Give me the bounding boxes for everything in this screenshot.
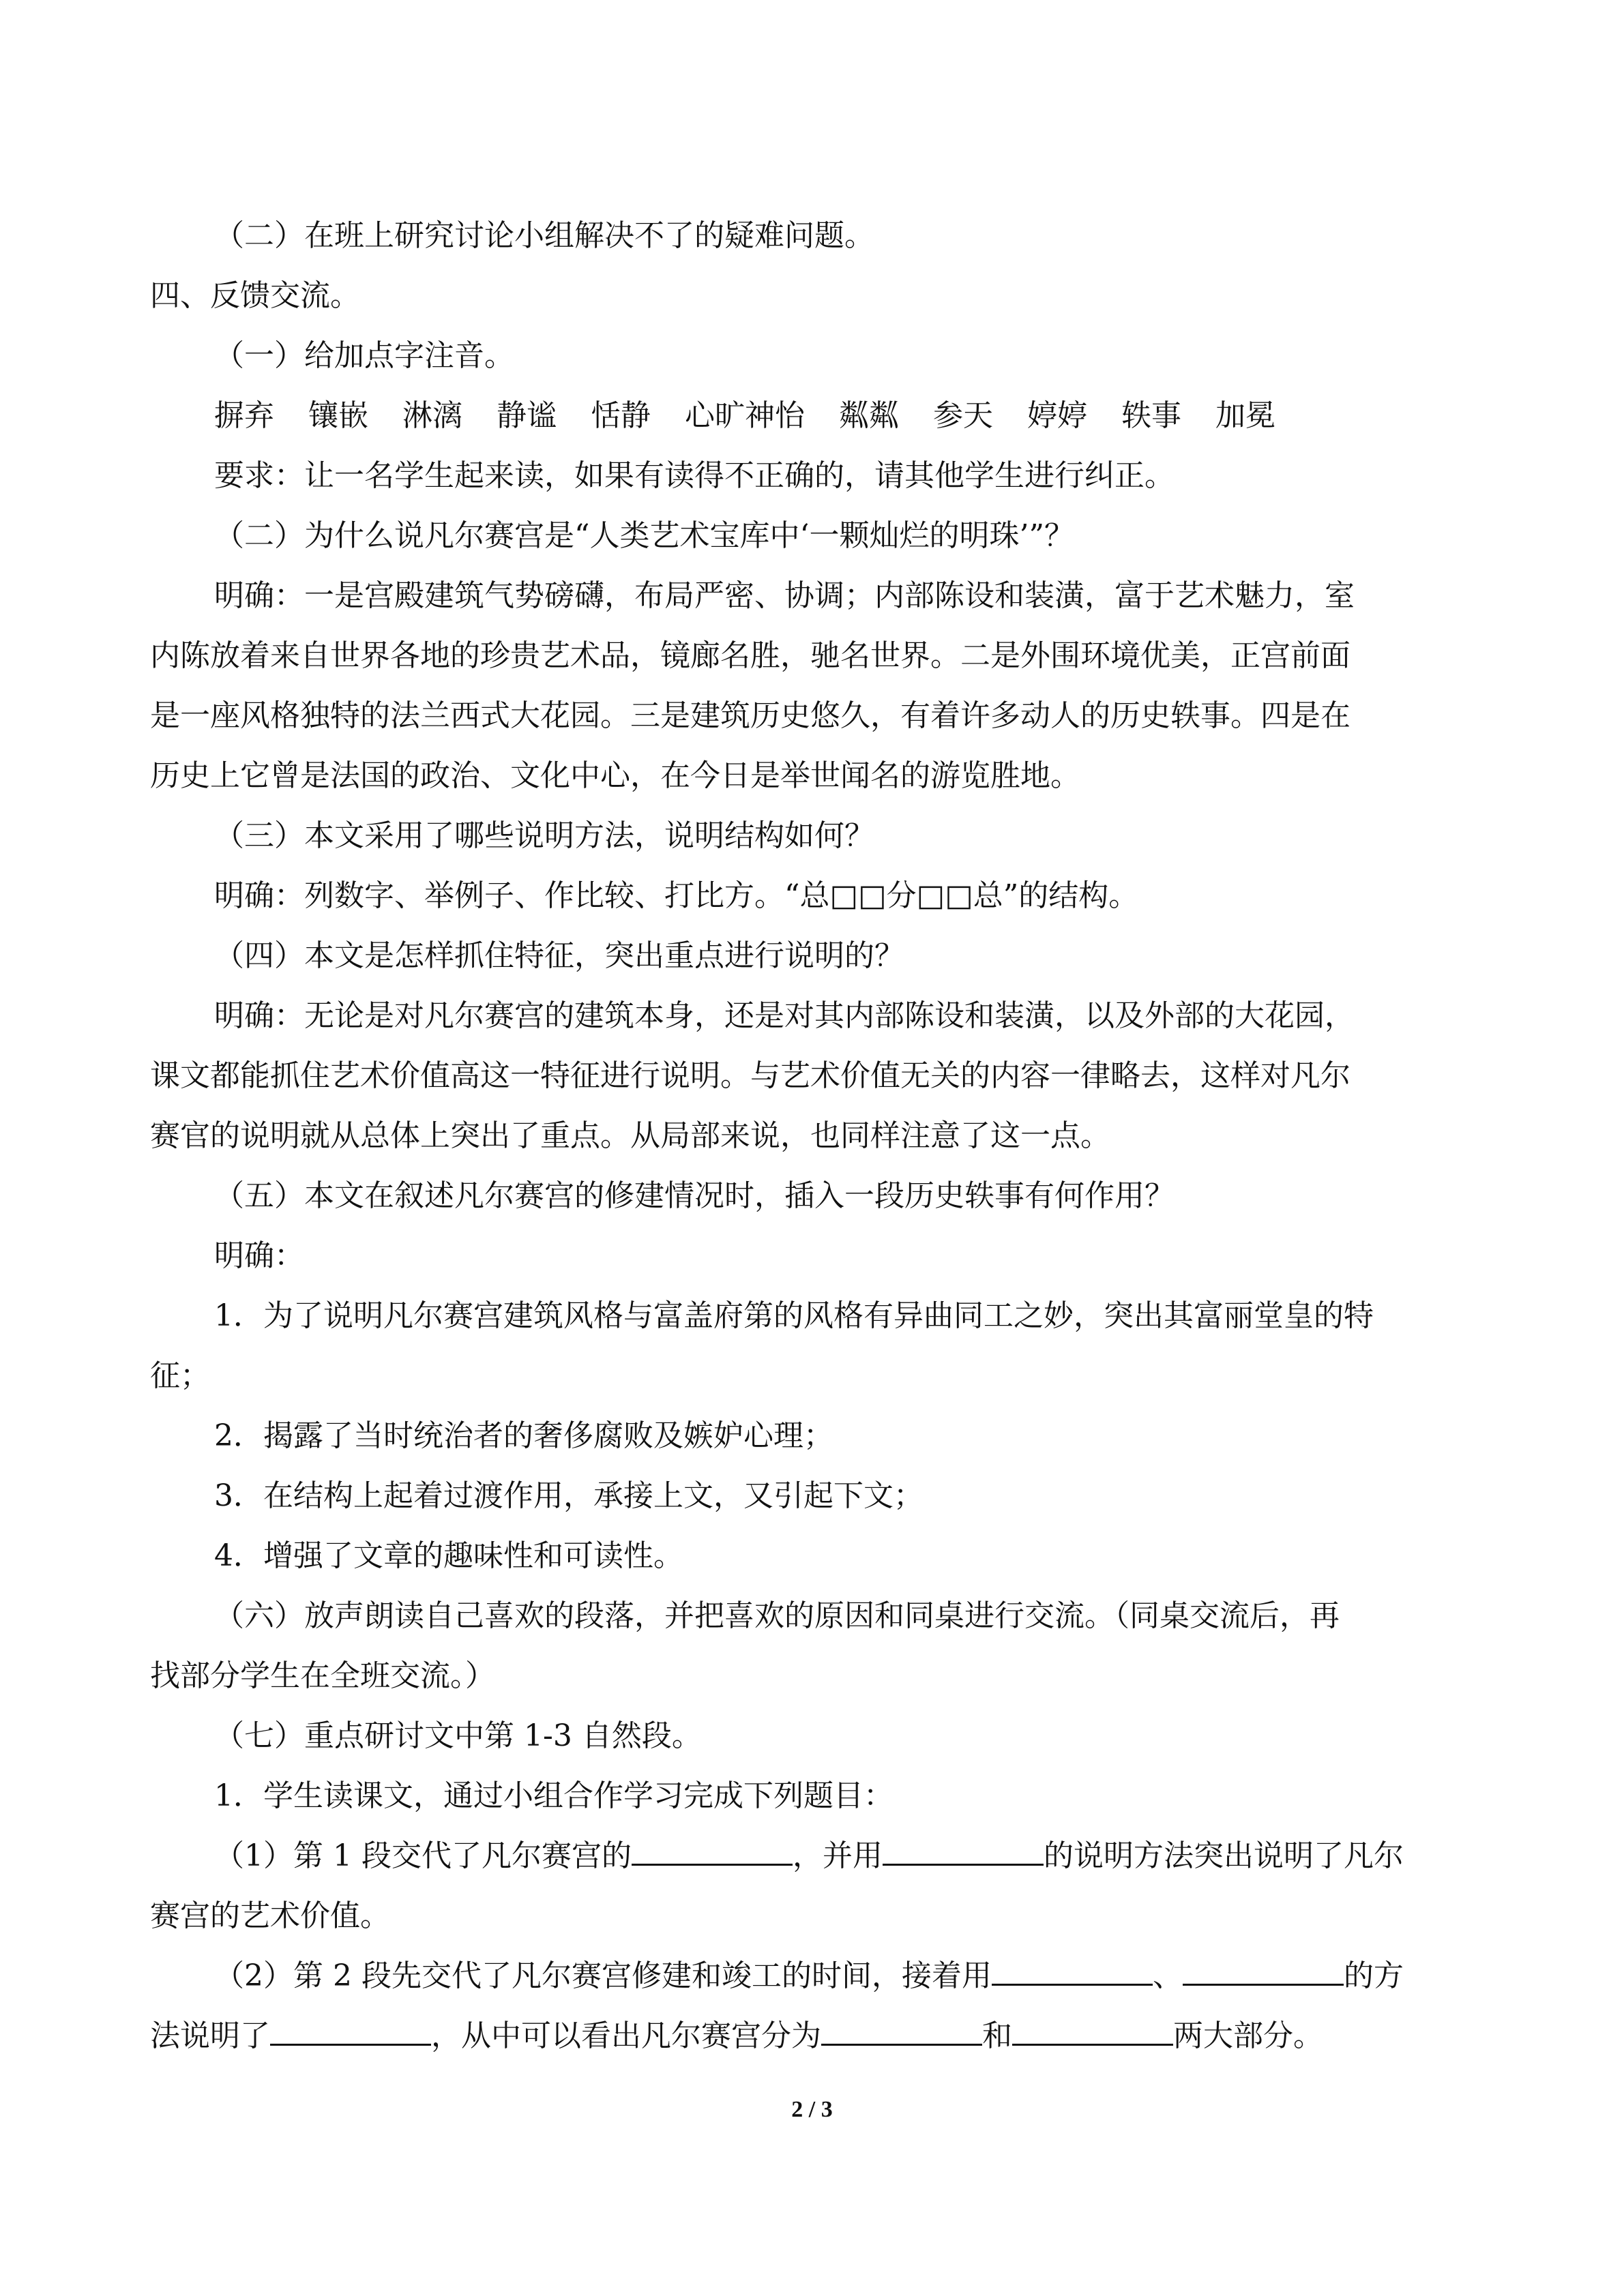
text-line: 明确：一是宫殿建筑气势磅礴，布局严密、协调；内部陈设和装潢，富于艺术魅力，室: [214, 578, 1355, 613]
question-text: 、: [1152, 1958, 1183, 1993]
subsection-heading: （七）重点研讨文中第 1-3 自然段。: [214, 1718, 702, 1753]
list-item: 4．增强了文章的趣味性和可读性。: [214, 1538, 683, 1573]
answer-blank[interactable]: [821, 2016, 982, 2046]
question-text: 两大部分。: [1173, 2018, 1323, 2053]
text-line: 内陈放着来自世界各地的珍贵艺术品，镜廊名胜，驰名世界。二是外围环境优美，正宫前面: [150, 638, 1350, 673]
page-number: 2 / 3: [791, 2097, 833, 2122]
vocab-word: 轶事: [1121, 398, 1181, 433]
text-line: 历史上它曾是法国的政治、文化中心，在今日是举世闻名的游览胜地。: [150, 758, 1080, 793]
question-text: （1）第 1 段交代了凡尔赛宫的: [214, 1838, 632, 1873]
text-line: 明确：列数字、举例子、作比较、打比方。“总□□分□□总”的结构。: [214, 878, 1139, 913]
subsection-heading: （二）为什么说凡尔赛宫是“人类艺术宝库中‘一颗灿烂的明珠’”？: [214, 518, 1074, 553]
vocab-word: 摒弃: [214, 398, 274, 433]
vocab-word: 粼粼: [839, 398, 899, 433]
subsection-heading: （四）本文是怎样抓住特征，突出重点进行说明的？: [214, 938, 904, 973]
text-line: （二）在班上研究讨论小组解决不了的疑难问题。: [214, 218, 874, 253]
text-line: 找部分学生在全班交流。）: [150, 1658, 495, 1693]
subsection-heading: （五）本文在叙述凡尔赛宫的修建情况时，插入一段历史轶事有何作用？: [214, 1178, 1175, 1213]
text-line: 赛宫的艺术价值。: [150, 1898, 390, 1933]
vocab-word: 婷婷: [1027, 398, 1087, 433]
list-item: 3．在结构上起着过渡作用，承接上文，又引起下文；: [214, 1478, 924, 1513]
subsection-heading: （六）放声朗读自己喜欢的段落，并把喜欢的原因和同桌进行交流。（同桌交流后，再: [214, 1598, 1340, 1633]
text-line: 是一座风格独特的法兰西式大花园。三是建筑历史悠久，有着许多动人的历史轶事。四是在: [150, 698, 1350, 733]
question-text: 和: [982, 2018, 1012, 2053]
list-item: 2．揭露了当时统治者的奢侈腐败及嫉妒心理；: [214, 1418, 833, 1453]
vocab-word: 加冕: [1215, 398, 1275, 433]
text-line: 要求：让一名学生起来读，如果有读得不正确的，请其他学生进行纠正。: [214, 458, 1175, 493]
subsection-heading: （三）本文采用了哪些说明方法，说明结构如何？: [214, 818, 874, 853]
vocab-word: 淋漓: [402, 398, 462, 433]
answer-blank[interactable]: [270, 2016, 431, 2046]
text-line: 赛官的说明就从总体上突出了重点。从局部来说，也同样注意了这一点。: [150, 1118, 1110, 1153]
text-line: 课文都能抓住艺术价值高这一特征进行说明。与艺术价值无关的内容一律略去，这样对凡尔: [150, 1058, 1350, 1093]
text-line: 明确：: [214, 1238, 304, 1273]
section-heading: 四、反馈交流。: [150, 278, 360, 313]
text-line: 明确：无论是对凡尔赛宫的建筑本身，还是对其内部陈设和装潢，以及外部的大花园，: [214, 998, 1355, 1033]
answer-blank[interactable]: [992, 1956, 1153, 1986]
answer-blank[interactable]: [632, 1836, 793, 1866]
question-line: [150, 2006, 1323, 2066]
question-text: 的说明方法突出说明了凡尔: [1043, 1838, 1404, 1873]
answer-blank[interactable]: [1012, 2016, 1173, 2046]
subsection-heading: （一）给加点字注音。: [214, 338, 514, 373]
vocab-word: 心旷神怡: [685, 398, 805, 433]
vocab-word: 恬静: [591, 398, 651, 433]
question-text: 的方: [1343, 1958, 1404, 1993]
answer-blank[interactable]: [883, 1836, 1044, 1866]
list-item: 1．学生读课文，通过小组合作学习完成下列题目：: [214, 1778, 894, 1813]
question-text: （2）第 2 段先交代了凡尔赛宫修建和竣工的时间，接着用: [214, 1958, 992, 1993]
answer-blank[interactable]: [1183, 1956, 1344, 1986]
vocab-word: 镶嵌: [308, 398, 368, 433]
question-line: [214, 1826, 1404, 1886]
vocabulary-list: [214, 386, 1275, 446]
question-text: ，从中可以看出凡尔赛宫分为: [431, 2018, 821, 2053]
question-text: ，并用: [792, 1838, 883, 1873]
question-text: 法说明了: [150, 2018, 270, 2053]
question-line: [214, 1946, 1404, 2006]
vocab-word: 静谧: [497, 398, 557, 433]
list-item: 1．为了说明凡尔赛宫建筑风格与富盖府第的风格有异曲同工之妙，突出其富丽堂皇的特: [214, 1298, 1374, 1333]
text-line: 征；: [150, 1358, 210, 1393]
vocab-word: 参天: [933, 398, 993, 433]
